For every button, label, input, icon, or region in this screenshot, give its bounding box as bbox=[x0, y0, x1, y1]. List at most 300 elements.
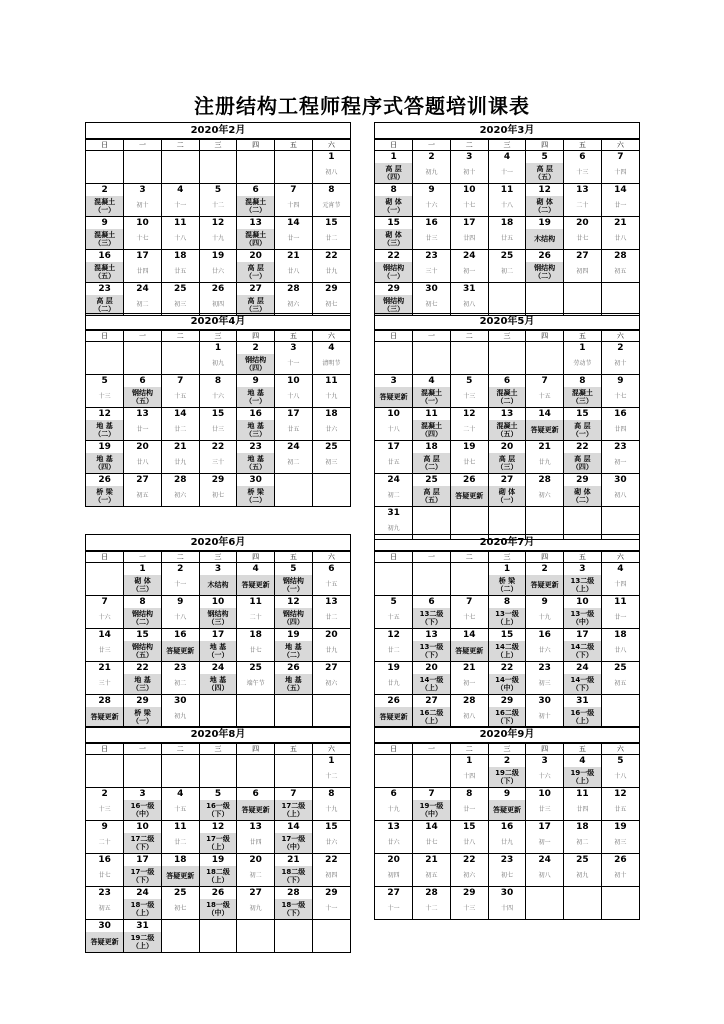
lunar-date: 初一 bbox=[601, 453, 639, 474]
lunar-date: 十六 bbox=[413, 196, 451, 217]
weekday-header: 二 bbox=[450, 331, 488, 342]
week-info-row bbox=[375, 420, 639, 441]
day-number: 3 bbox=[124, 184, 162, 197]
lunar-date: 十七 bbox=[450, 196, 488, 217]
week-info-row bbox=[375, 163, 639, 184]
day-number: 7 bbox=[86, 596, 124, 609]
course-session: 混凝土 （四） bbox=[413, 420, 451, 441]
weekday-header: 二 bbox=[161, 744, 199, 755]
day-number: 13 bbox=[413, 629, 451, 642]
day-number: 18 bbox=[161, 250, 199, 263]
lunar-date: 十二 bbox=[199, 196, 237, 217]
month-grid bbox=[86, 139, 350, 315]
empty-day-cell bbox=[275, 695, 313, 728]
empty-day-cell bbox=[275, 920, 313, 953]
day-number: 28 bbox=[275, 283, 313, 296]
day-number: 28 bbox=[526, 474, 564, 487]
day-number: 3 bbox=[564, 563, 602, 576]
day-number: 13 bbox=[564, 184, 602, 197]
course-session: 混凝土 （三） bbox=[564, 387, 602, 408]
lunar-date: 初五 bbox=[86, 899, 124, 920]
course-session: 混凝土 （二） bbox=[488, 387, 526, 408]
weekday-header: 五 bbox=[564, 552, 602, 563]
course-session: 18二级 （下） bbox=[275, 866, 313, 887]
lunar-date: 十二 bbox=[413, 899, 451, 919]
month-grid bbox=[86, 330, 350, 506]
lunar-date: 初十 bbox=[601, 866, 639, 887]
day-number: 17 bbox=[199, 629, 237, 642]
lunar-date: 廿五 bbox=[601, 800, 639, 821]
lunar-date: 初八 bbox=[450, 295, 488, 315]
day-number: 5 bbox=[375, 596, 413, 609]
day-number: 22 bbox=[564, 441, 602, 454]
lunar-date: 十一 bbox=[275, 354, 313, 375]
lunar-date: 廿一 bbox=[450, 800, 488, 821]
course-session: 地 基 （一） bbox=[199, 641, 237, 662]
day-number: 26 bbox=[601, 854, 639, 867]
empty-day-cell bbox=[199, 920, 237, 953]
day-number: 27 bbox=[564, 250, 602, 263]
lunar-date: 清明节 bbox=[312, 354, 350, 375]
week-date-row bbox=[375, 629, 639, 642]
lunar-date: 十五 bbox=[161, 387, 199, 408]
lunar-date: 十一 bbox=[161, 196, 199, 217]
week-info-row bbox=[86, 608, 350, 629]
week-date-row bbox=[86, 184, 350, 197]
day-number: 23 bbox=[86, 283, 124, 296]
day-number: 4 bbox=[312, 342, 350, 355]
day-number: 19 bbox=[601, 821, 639, 834]
day-number: 8 bbox=[312, 184, 350, 197]
week-info-row bbox=[86, 229, 350, 250]
day-number: 20 bbox=[413, 662, 451, 675]
day-number: 8 bbox=[199, 375, 237, 388]
month-calendar bbox=[374, 122, 640, 316]
empty-day-cell bbox=[237, 755, 275, 788]
lunar-date: 初七 bbox=[312, 295, 350, 315]
month-grid bbox=[375, 330, 639, 539]
lunar-date: 初二 bbox=[488, 262, 526, 283]
course-session: 18二级 （上） bbox=[199, 866, 237, 887]
empty-day-cell bbox=[564, 887, 602, 920]
weekday-header: 一 bbox=[413, 140, 451, 151]
weekday-header: 日 bbox=[86, 140, 124, 151]
day-number: 30 bbox=[601, 474, 639, 487]
day-number: 31 bbox=[124, 920, 162, 933]
day-number: 5 bbox=[86, 375, 124, 388]
day-number: 1 bbox=[199, 342, 237, 355]
empty-day-cell bbox=[275, 151, 313, 184]
week-date-row bbox=[86, 342, 350, 355]
course-session: 地 基 （四） bbox=[86, 453, 124, 474]
lunar-date: 廿九 bbox=[375, 674, 413, 695]
month-grid bbox=[86, 551, 350, 727]
day-number: 18 bbox=[564, 821, 602, 834]
weekday-header: 六 bbox=[601, 552, 639, 563]
day-number: 24 bbox=[375, 474, 413, 487]
empty-day-cell bbox=[237, 151, 275, 184]
day-number: 10 bbox=[450, 184, 488, 197]
day-number: 6 bbox=[124, 375, 162, 388]
day-number: 11 bbox=[312, 375, 350, 388]
day-number: 6 bbox=[488, 375, 526, 388]
day-number: 19 bbox=[375, 662, 413, 675]
day-number: 17 bbox=[124, 854, 162, 867]
day-number: 6 bbox=[375, 788, 413, 801]
course-session: 13一级 （中） bbox=[564, 608, 602, 629]
day-number: 8 bbox=[564, 375, 602, 388]
weekday-header: 三 bbox=[488, 331, 526, 342]
weekday-header: 六 bbox=[312, 331, 350, 342]
weekday-header: 一 bbox=[124, 140, 162, 151]
empty-day-cell bbox=[312, 474, 350, 507]
day-number: 23 bbox=[526, 662, 564, 675]
day-number: 31 bbox=[375, 507, 413, 520]
day-number: 14 bbox=[161, 408, 199, 421]
lunar-date: 十五 bbox=[312, 575, 350, 596]
lunar-date: 初四 bbox=[199, 295, 237, 315]
course-session: 混凝土 （五） bbox=[86, 262, 124, 283]
course-session: 高 层 （二） bbox=[86, 295, 124, 315]
day-number: 21 bbox=[450, 662, 488, 675]
day-number: 14 bbox=[450, 629, 488, 642]
day-number: 28 bbox=[161, 474, 199, 487]
day-number: 10 bbox=[124, 821, 162, 834]
lunar-date: 十三 bbox=[450, 899, 488, 919]
weekday-header: 五 bbox=[564, 331, 602, 342]
week-info-row bbox=[86, 833, 350, 854]
day-number: 26 bbox=[275, 662, 313, 675]
day-number: 4 bbox=[601, 563, 639, 576]
weekday-header: 六 bbox=[312, 140, 350, 151]
empty-day-cell bbox=[312, 920, 350, 953]
day-number: 12 bbox=[601, 788, 639, 801]
lunar-date: 初四 bbox=[564, 262, 602, 283]
course-session: 19二级 （下） bbox=[488, 767, 526, 788]
lunar-date: 廿七 bbox=[237, 641, 275, 662]
lunar-date: 初六 bbox=[275, 295, 313, 315]
course-session: 18一级 （下） bbox=[275, 899, 313, 920]
day-number: 22 bbox=[450, 854, 488, 867]
day-number: 7 bbox=[275, 184, 313, 197]
lunar-date: 十八 bbox=[375, 420, 413, 441]
lunar-date: 廿九 bbox=[526, 453, 564, 474]
lunar-date: 廿六 bbox=[312, 420, 350, 441]
day-number: 27 bbox=[375, 887, 413, 900]
lunar-date: 初六 bbox=[161, 486, 199, 506]
course-session: 答疑更新 bbox=[86, 707, 124, 727]
week-info-row bbox=[86, 420, 350, 441]
lunar-date: 廿三 bbox=[526, 800, 564, 821]
week-info-row bbox=[375, 453, 639, 474]
day-number: 16 bbox=[526, 629, 564, 642]
day-number: 17 bbox=[450, 217, 488, 230]
day-number: 13 bbox=[124, 408, 162, 421]
course-session: 答疑更新 bbox=[237, 575, 275, 596]
day-number: 20 bbox=[564, 217, 602, 230]
lunar-date: 初五 bbox=[601, 262, 639, 283]
course-session: 钢结构 （三） bbox=[375, 295, 413, 315]
day-number: 26 bbox=[199, 283, 237, 296]
day-number: 19 bbox=[199, 854, 237, 867]
day-number: 11 bbox=[601, 596, 639, 609]
course-session: 16一级 （上） bbox=[564, 707, 602, 727]
week-info-row bbox=[375, 387, 639, 408]
empty-day-cell bbox=[413, 563, 451, 596]
week-info-row bbox=[86, 453, 350, 474]
month-grid bbox=[86, 743, 350, 952]
lunar-date: 初十 bbox=[601, 354, 639, 375]
week-date-row bbox=[375, 695, 639, 708]
course-session: 13一级 （下） bbox=[413, 641, 451, 662]
course-session: 答疑更新 bbox=[450, 486, 488, 507]
day-number: 10 bbox=[375, 408, 413, 421]
day-number: 19 bbox=[86, 441, 124, 454]
course-session: 16一级 （中） bbox=[124, 800, 162, 821]
day-number: 9 bbox=[237, 375, 275, 388]
course-session: 16二级 （下） bbox=[488, 707, 526, 727]
course-session: 木结构 bbox=[199, 575, 237, 596]
course-session: 地 基 （二） bbox=[275, 641, 313, 662]
day-number: 22 bbox=[312, 854, 350, 867]
empty-day-cell bbox=[199, 695, 237, 728]
day-number: 14 bbox=[601, 184, 639, 197]
weekday-header: 四 bbox=[237, 744, 275, 755]
day-number: 24 bbox=[124, 887, 162, 900]
lunar-date: 初三 bbox=[161, 295, 199, 315]
week-date-row bbox=[86, 821, 350, 834]
week-info-row bbox=[86, 575, 350, 596]
weekday-header: 一 bbox=[413, 331, 451, 342]
course-session: 答疑更新 bbox=[488, 800, 526, 821]
lunar-date: 十六 bbox=[526, 767, 564, 788]
lunar-date: 十九 bbox=[199, 229, 237, 250]
weekday-header: 日 bbox=[86, 552, 124, 563]
weekday-header: 日 bbox=[375, 140, 413, 151]
weekday-header: 四 bbox=[526, 744, 564, 755]
week-date-row bbox=[86, 854, 350, 867]
day-number: 3 bbox=[526, 755, 564, 768]
day-number: 14 bbox=[275, 217, 313, 230]
course-session: 高 层 （二） bbox=[413, 453, 451, 474]
weekday-header: 五 bbox=[275, 140, 313, 151]
week-date-row bbox=[86, 408, 350, 421]
lunar-date: 十三 bbox=[564, 163, 602, 184]
course-session: 13一级 （上） bbox=[488, 608, 526, 629]
week-date-row bbox=[375, 507, 639, 520]
day-number: 24 bbox=[124, 283, 162, 296]
lunar-date: 初十 bbox=[124, 196, 162, 217]
empty-day-cell bbox=[488, 342, 526, 375]
day-number: 8 bbox=[124, 596, 162, 609]
week-date-row bbox=[86, 755, 350, 768]
lunar-date: 十七 bbox=[450, 608, 488, 629]
day-number: 2 bbox=[413, 151, 451, 164]
day-number: 11 bbox=[564, 788, 602, 801]
weekday-header: 五 bbox=[275, 552, 313, 563]
empty-day-cell bbox=[488, 283, 526, 316]
course-session: 17二级 （上） bbox=[275, 800, 313, 821]
lunar-date: 十八 bbox=[161, 229, 199, 250]
weekday-header: 日 bbox=[375, 552, 413, 563]
day-number: 28 bbox=[275, 887, 313, 900]
lunar-date: 十五 bbox=[375, 608, 413, 629]
day-number: 16 bbox=[601, 408, 639, 421]
empty-day-cell bbox=[413, 755, 451, 788]
month-title: 2020年7月 bbox=[375, 535, 639, 551]
day-number: 9 bbox=[86, 821, 124, 834]
lunar-date: 十四 bbox=[488, 899, 526, 919]
weekday-header: 六 bbox=[601, 744, 639, 755]
day-number: 15 bbox=[488, 629, 526, 642]
lunar-date: 廿六 bbox=[375, 833, 413, 854]
empty-day-cell bbox=[312, 695, 350, 728]
weekday-header: 日 bbox=[375, 331, 413, 342]
day-number: 5 bbox=[526, 151, 564, 164]
day-number: 13 bbox=[375, 821, 413, 834]
empty-day-cell bbox=[237, 920, 275, 953]
week-date-row bbox=[375, 342, 639, 355]
day-number: 20 bbox=[124, 441, 162, 454]
day-number: 4 bbox=[161, 788, 199, 801]
day-number: 1 bbox=[124, 563, 162, 576]
month-title: 2020年6月 bbox=[86, 535, 350, 551]
day-number: 30 bbox=[237, 474, 275, 487]
day-number: 7 bbox=[161, 375, 199, 388]
day-number: 25 bbox=[161, 887, 199, 900]
course-session: 19一级 （上） bbox=[564, 767, 602, 788]
day-number: 1 bbox=[312, 755, 350, 768]
day-number: 23 bbox=[601, 441, 639, 454]
course-session: 18一级 （上） bbox=[124, 899, 162, 920]
day-number: 2 bbox=[161, 563, 199, 576]
empty-day-cell bbox=[375, 342, 413, 375]
day-number: 27 bbox=[237, 887, 275, 900]
course-session: 混凝土 （一） bbox=[413, 387, 451, 408]
day-number: 23 bbox=[237, 441, 275, 454]
lunar-date: 十一 bbox=[312, 899, 350, 920]
course-session: 答疑更新 bbox=[375, 387, 413, 408]
course-session: 砌 体 （二） bbox=[564, 486, 602, 507]
day-number: 4 bbox=[237, 563, 275, 576]
lunar-date: 初五 bbox=[124, 486, 162, 506]
course-session: 钢结构 （四） bbox=[275, 608, 313, 629]
week-info-row bbox=[86, 674, 350, 695]
day-number: 13 bbox=[312, 596, 350, 609]
empty-day-cell bbox=[86, 151, 124, 184]
lunar-date: 初八 bbox=[450, 707, 488, 727]
course-session: 地 基 （三） bbox=[237, 420, 275, 441]
day-number: 26 bbox=[199, 887, 237, 900]
month-calendar bbox=[374, 534, 640, 728]
lunar-date: 初一 bbox=[450, 674, 488, 695]
day-number: 31 bbox=[564, 695, 602, 708]
weekday-header: 日 bbox=[86, 744, 124, 755]
day-number: 15 bbox=[450, 821, 488, 834]
day-number: 5 bbox=[275, 563, 313, 576]
lunar-date: 廿三 bbox=[199, 420, 237, 441]
day-number: 21 bbox=[413, 854, 451, 867]
day-number: 23 bbox=[161, 662, 199, 675]
day-number: 9 bbox=[488, 788, 526, 801]
lunar-date: 劳动节 bbox=[564, 354, 602, 375]
lunar-date: 初七 bbox=[413, 295, 451, 315]
course-session: 13二级 （下） bbox=[413, 608, 451, 629]
week-date-row bbox=[86, 217, 350, 230]
week-info-row bbox=[86, 800, 350, 821]
day-number: 5 bbox=[450, 375, 488, 388]
day-number: 22 bbox=[312, 250, 350, 263]
week-info-row bbox=[375, 262, 639, 283]
empty-day-cell bbox=[375, 755, 413, 788]
week-date-row bbox=[375, 563, 639, 576]
empty-day-cell bbox=[526, 887, 564, 920]
day-number: 14 bbox=[413, 821, 451, 834]
course-session: 高 层 （五） bbox=[413, 486, 451, 507]
day-number: 6 bbox=[413, 596, 451, 609]
course-session: 高 层 （一） bbox=[237, 262, 275, 283]
lunar-date: 廿一 bbox=[601, 196, 639, 217]
day-number: 24 bbox=[526, 854, 564, 867]
course-session: 16一级 （下） bbox=[199, 800, 237, 821]
lunar-date: 廿四 bbox=[601, 420, 639, 441]
day-number: 22 bbox=[488, 662, 526, 675]
lunar-date: 十八 bbox=[161, 608, 199, 629]
day-number: 30 bbox=[413, 283, 451, 296]
weekday-header: 二 bbox=[161, 331, 199, 342]
day-number: 20 bbox=[488, 441, 526, 454]
month-title: 2020年9月 bbox=[375, 727, 639, 743]
day-number: 10 bbox=[199, 596, 237, 609]
course-session: 钢结构 （三） bbox=[199, 608, 237, 629]
course-session: 钢结构 （一） bbox=[375, 262, 413, 283]
lunar-date: 廿五 bbox=[275, 420, 313, 441]
day-number: 17 bbox=[564, 629, 602, 642]
day-number: 8 bbox=[450, 788, 488, 801]
lunar-date: 十三 bbox=[450, 387, 488, 408]
course-session: 17一级 （中） bbox=[275, 833, 313, 854]
lunar-date: 十六 bbox=[199, 387, 237, 408]
day-number: 27 bbox=[488, 474, 526, 487]
weekday-header: 四 bbox=[237, 552, 275, 563]
course-session: 14一级 （上） bbox=[413, 674, 451, 695]
lunar-date: 十五 bbox=[526, 387, 564, 408]
month-calendar bbox=[85, 122, 351, 316]
day-number: 4 bbox=[488, 151, 526, 164]
day-number: 15 bbox=[199, 408, 237, 421]
day-number: 11 bbox=[237, 596, 275, 609]
lunar-date: 十七 bbox=[601, 387, 639, 408]
week-date-row bbox=[375, 441, 639, 454]
day-number: 11 bbox=[488, 184, 526, 197]
week-date-row bbox=[375, 887, 639, 900]
lunar-date: 初二 bbox=[237, 866, 275, 887]
week-date-row bbox=[375, 821, 639, 834]
day-number: 28 bbox=[86, 695, 124, 708]
day-number: 14 bbox=[526, 408, 564, 421]
empty-day-cell bbox=[124, 342, 162, 375]
lunar-date: 十一 bbox=[488, 163, 526, 184]
day-number: 7 bbox=[526, 375, 564, 388]
month-title: 2020年3月 bbox=[375, 123, 639, 139]
lunar-date: 廿四 bbox=[450, 229, 488, 250]
month-title: 2020年8月 bbox=[86, 727, 350, 743]
day-number: 15 bbox=[375, 217, 413, 230]
day-number: 10 bbox=[124, 217, 162, 230]
lunar-date: 初一 bbox=[526, 833, 564, 854]
day-number: 4 bbox=[161, 184, 199, 197]
empty-day-cell bbox=[237, 695, 275, 728]
